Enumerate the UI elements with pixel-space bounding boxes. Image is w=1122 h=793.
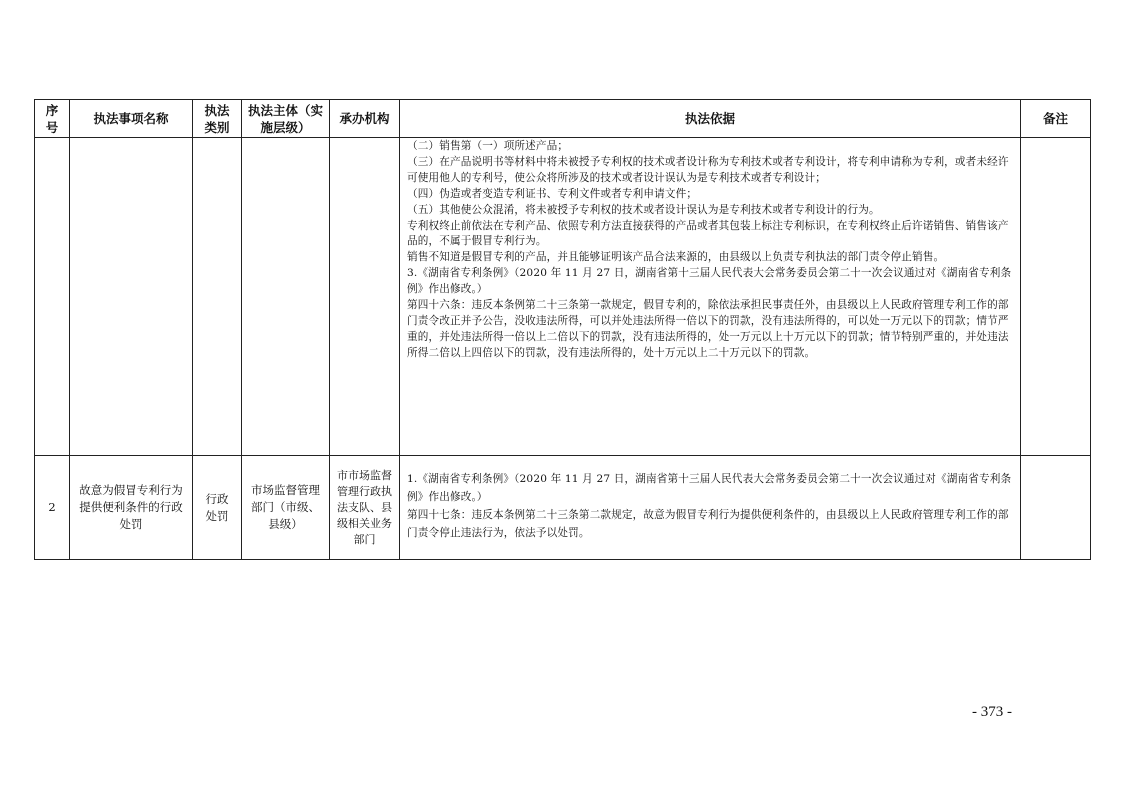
basis-line: 1.《湖南省专利条例》（2020 年 11 月 27 日，湖南省第十三届人民代表大会常务委员会第二十一次会议通过对《湖南省专利条例》作出修改。） xyxy=(407,473,1012,503)
basis-line: （四）伪造或者变造专利证书、专利文件或者专利申请文件； xyxy=(407,187,698,200)
row2-agency: 市市场监督管理行政执法支队、县级相关业务部门 xyxy=(330,456,400,560)
header-category: 执法类别 xyxy=(193,100,242,138)
basis-line: （三）在产品说明书等材料中将未被授予专利权的技术或者设计称为专利技术或者专利设计，将专利申请称为专利，或者未经许可使用他人的专利号，使公众将所涉及的技术或者设计误认为是专利技术或者专利设计； xyxy=(407,155,1009,184)
basis-line: 第四十六条：违反本条例第二十三条第一款规定，假冒专利的，除依法承担民事责任外，由县级以上人民政府管理专利工作的部门责令改正并予公告，没收违法所得，可以并处违法所得一倍以下的罚款，没有违法所得的，可以处一万元以下的罚款；情节严重的，并处违法所得一倍以上二倍以下的罚款，没有违法所得的，处一万元以上十万元以下的罚款；情节特别严重的，并处违法所得二倍以上四倍以下的罚款，没有违法所得的，处十万元以上二十万元以下的罚款。 xyxy=(407,299,1009,359)
header-item-name: 执法事项名称 xyxy=(70,100,193,138)
row2-category: 行政处罚 xyxy=(193,456,242,560)
header-agency: 承办机构 xyxy=(330,100,400,138)
basis-line: 专利权终止前依法在专利产品、依照专利方法直接获得的产品或者其包装上标注专利标识，在专利权终止后许诺销售、销售该产品的，不属于假冒专利行为。 xyxy=(407,219,1009,248)
header-basis: 执法依据 xyxy=(400,100,1021,138)
row2-remarks xyxy=(1021,456,1091,560)
row2-subject: 市场监督管理部门（市级、县级） xyxy=(242,456,330,560)
header-seq: 序号 xyxy=(35,100,70,138)
header-row xyxy=(35,100,1091,138)
basis-line: （五）其他使公众混淆，将未被授予专利权的技术或者设计误认为是专利技术或者专利设计的行为。 xyxy=(407,203,880,216)
basis-line: 第四十七条：违反本条例第二十三条第二款规定，故意为假冒专利行为提供便利条件的，由县级以上人民政府管理专利工作的部门责令停止违法行为，依法予以处罚。 xyxy=(407,509,1009,539)
row1-remarks xyxy=(1021,138,1091,456)
row1-item-name xyxy=(70,138,193,456)
row1-seq xyxy=(35,138,70,456)
row2-item-name: 故意为假冒专利行为提供便利条件的行政处罚 xyxy=(70,456,193,560)
basis-line: （二）销售第（一）项所述产品； xyxy=(407,140,569,152)
header-subject: 执法主体（实施层级） xyxy=(242,100,330,138)
row1-subject xyxy=(242,138,330,456)
basis-line: 3.《湖南省专利条例》（2020 年 11 月 27 日，湖南省第十三届人民代表大会常务委员会第二十一次会议通过对《湖南省专利条例》作出修改。） xyxy=(407,267,1012,296)
enforcement-table xyxy=(34,99,1091,560)
row1-category xyxy=(193,138,242,456)
table-row xyxy=(35,138,1091,456)
table-row xyxy=(35,456,1091,560)
row2-basis xyxy=(400,456,1021,560)
row1-basis xyxy=(400,138,1021,456)
page-number: - 373 - xyxy=(972,704,1012,720)
basis-line: 销售不知道是假冒专利的产品，并且能够证明该产品合法来源的，由县级以上负责专利执法的部门责令停止销售。 xyxy=(407,251,945,264)
row2-seq: 2 xyxy=(35,456,70,560)
header-remarks: 备注 xyxy=(1021,100,1091,138)
row1-agency xyxy=(330,138,400,456)
